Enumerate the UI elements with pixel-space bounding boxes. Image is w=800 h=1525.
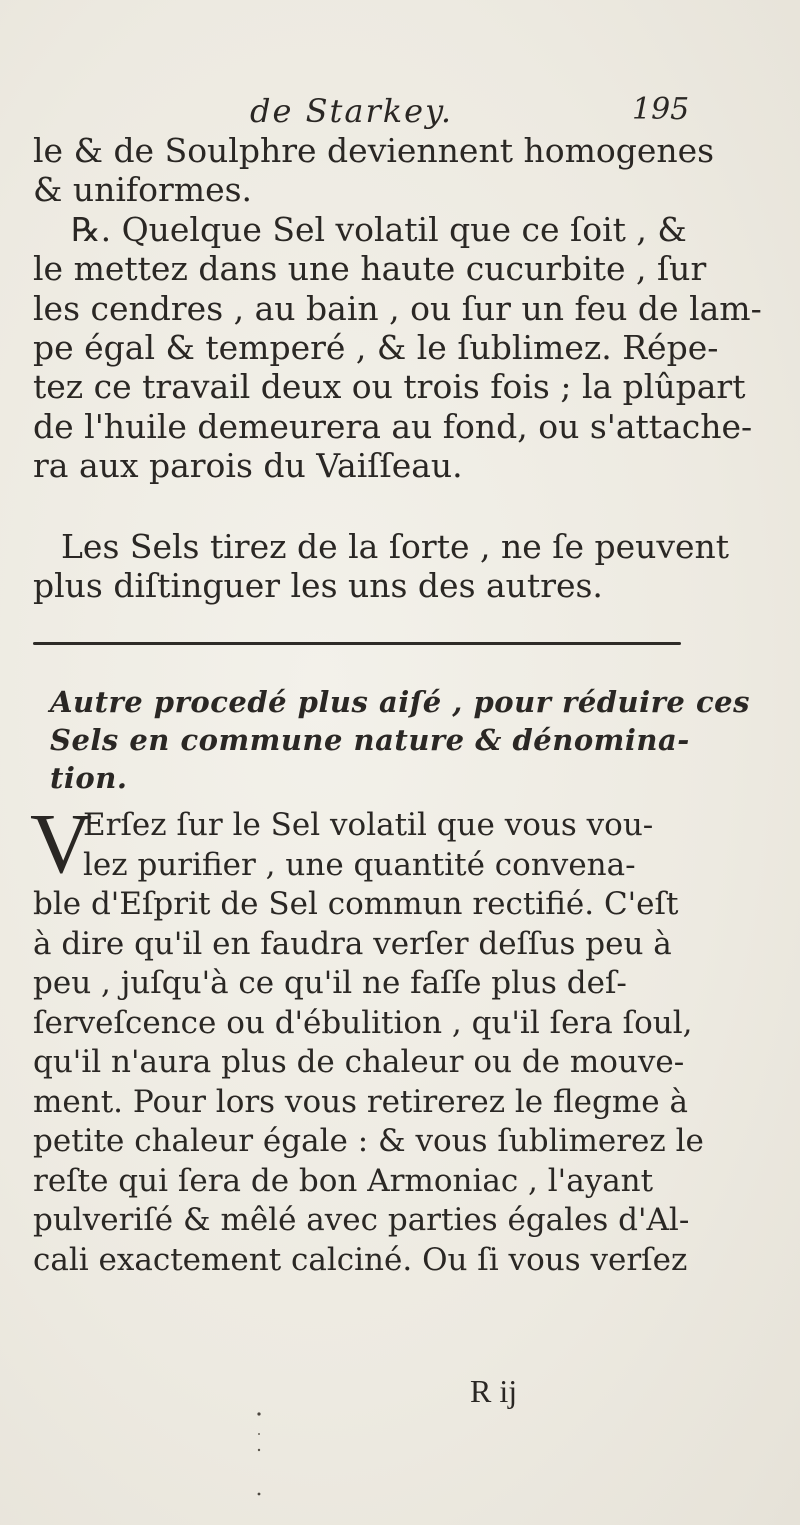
paragraph-3 bbox=[33, 806, 793, 1280]
text-line: cali exactement calciné. Ou ſi vous verſez bbox=[33, 1241, 688, 1278]
section-title bbox=[50, 683, 750, 797]
section-divider bbox=[33, 642, 681, 645]
text-line: ℞. Quelque Sel volatil que ce ſoit , & bbox=[71, 209, 687, 249]
text-line: ble d'Eſprit de Sel commun rectifié. C'eſt bbox=[33, 886, 679, 922]
text-line: & uniformes. bbox=[33, 170, 253, 210]
text-line: plus diſtinguer les uns des autres. bbox=[33, 566, 603, 606]
title-line: Autre procedé plus aiſé , pour réduire ces bbox=[50, 685, 750, 719]
text-line: de l'huile demeurera au fond, ou s'attache- bbox=[33, 406, 753, 446]
title-line: tion. bbox=[50, 761, 128, 795]
text-line: le & de Soulphre deviennent homogenes bbox=[33, 131, 715, 170]
paragraph-2 bbox=[33, 527, 793, 606]
drop-cap: V bbox=[30, 795, 93, 891]
text-line: le mettez dans une haute cucurbite , ſur bbox=[33, 249, 707, 289]
paragraph-1 bbox=[33, 131, 793, 486]
text-line: ſerveſcence ou d'ébulition , qu'il ſera ſoul, bbox=[33, 1004, 693, 1041]
paper-specks bbox=[256, 1408, 262, 1498]
text-line: tez ce travail deux ou trois fois ; la plûpart bbox=[33, 367, 746, 407]
text-line: pe égal & temperé , & le ſublimez. Répe- bbox=[33, 327, 719, 367]
text-line: peu , juſqu'à ce qu'il ne faſſe plus deſ- bbox=[33, 965, 627, 1001]
text-line: qu'il n'aura plus de chaleur ou de mouve- bbox=[33, 1044, 685, 1080]
text-line: ra aux parois du Vaiſſeau. bbox=[33, 446, 463, 486]
text-line: Erſez ſur le Sel volatil que vous vou- bbox=[83, 807, 654, 843]
text-line: les cendres , au bain , ou ſur un feu de lam- bbox=[33, 288, 762, 328]
text-line: à dire qu'il en faudra verſer deſſus peu à bbox=[33, 925, 672, 962]
text-line: petite chaleur égale : & vous ſublimerez le bbox=[33, 1123, 704, 1159]
running-head: de Starkey. bbox=[250, 92, 454, 130]
text-line: ment. Pour lors vous retirerez le flegme à bbox=[33, 1083, 688, 1120]
text-line: pulveriſé & mêlé avec parties égales d'Al- bbox=[33, 1202, 690, 1238]
text-line: lez purifier , une quantité convena- bbox=[83, 846, 636, 883]
title-line: Sels en commune nature & dénomina- bbox=[50, 723, 690, 757]
text-line: Les Sels tirez de la ſorte , ne ſe peuvent bbox=[61, 527, 730, 566]
signature-mark: R ij bbox=[470, 1373, 518, 1409]
page-number: 195 bbox=[632, 92, 690, 127]
text-line: reſte qui ſera de bon Armoniac , l'ayant bbox=[33, 1162, 654, 1199]
